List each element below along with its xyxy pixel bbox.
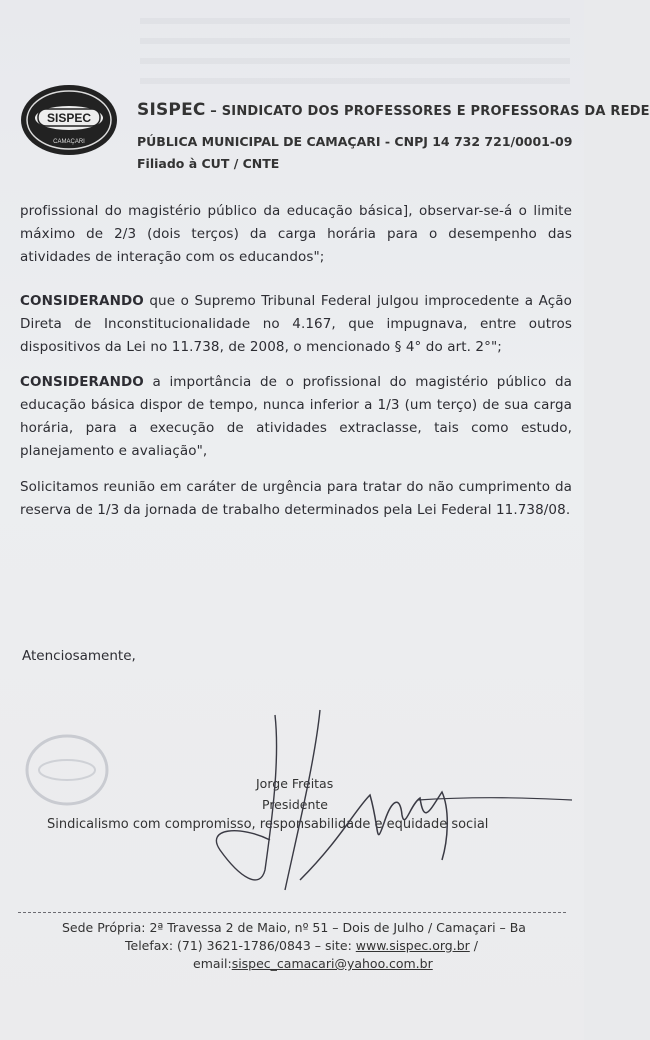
signer-name: Jorge Freitas <box>256 776 334 791</box>
paragraph-2 <box>20 290 572 359</box>
faded-stamp <box>22 730 112 810</box>
footer-divider <box>18 912 566 913</box>
footer-email-label: email: <box>193 956 232 971</box>
footer-site-link[interactable]: www.sispec.org.br <box>355 938 470 953</box>
affiliation: Filiado à CUT / CNTE <box>137 156 280 171</box>
paragraph-3 <box>20 371 572 463</box>
salutation: Atenciosamente, <box>22 648 136 664</box>
signer-role: Presidente <box>262 797 328 812</box>
paragraph-2-text: que o Supremo Tribunal Federal julgou improcedente a Ação Direta de Inconstitucionalidade no 4.167, que impugnava, entre outros dispositivos da Lei no 11.738, de 2008, o mencionado § 4° do art. 2°"; <box>20 293 572 355</box>
sispec-logo <box>18 82 120 158</box>
org-acronym: SISPEC <box>137 100 206 120</box>
footer-phone: Telefax: (71) 3621-1786/0843 – site: <box>125 938 356 953</box>
paragraph-1: profissional do magistério público da educação básica], observar-se-á o limite máximo de 2/3 (dois terços) da carga horária para o desempenho das atividades de interação com os educandos"; <box>20 203 572 265</box>
paragraph-4: Solicitamos reunião em caráter de urgência para tratar do não cumprimento da reserva de 1/3 da jornada de trabalho determinados pela Lei Federal 11.738/08. <box>20 479 572 518</box>
paragraph-3-lead: CONSIDERANDO <box>20 374 144 390</box>
footer-address: Sede Própria: 2ª Travessa 2 de Maio, nº 51 – Dois de Julho / Camaçari – Ba <box>62 920 526 935</box>
org-name-line-1: – SINDICATO DOS PROFESSORES E PROFESSORAS DA REDE <box>205 104 650 119</box>
logo-wordmark: SISPEC <box>46 111 92 125</box>
footer-email-link[interactable]: sispec_camacari@yahoo.com.br <box>231 956 433 971</box>
paragraph-3-text: a importância de o profissional do magistério público da educação básica dispor de tempo, nunca inferior a 1/3 (um terço) de sua carga horária, para a execução de atividades extraclasse, tais como estudo, planejamento e avaliação", <box>20 374 572 459</box>
footer-email-line <box>193 956 433 971</box>
logo-city: CAMAÇARI <box>53 139 85 145</box>
letterhead-line-1 <box>137 100 650 120</box>
paragraph-2-lead: CONSIDERANDO <box>20 293 144 309</box>
bleed-through-texture <box>140 18 570 88</box>
footer-phone-suffix: / <box>469 938 478 953</box>
org-name-line-2: PÚBLICA MUNICIPAL DE CAMAÇARI - CNPJ 14 732 721/0001-09 <box>137 134 573 149</box>
handwritten-signature <box>180 700 580 900</box>
motto: Sindicalismo com compromisso, responsabilidade e equidade social <box>47 817 489 832</box>
footer-contact <box>125 938 478 953</box>
